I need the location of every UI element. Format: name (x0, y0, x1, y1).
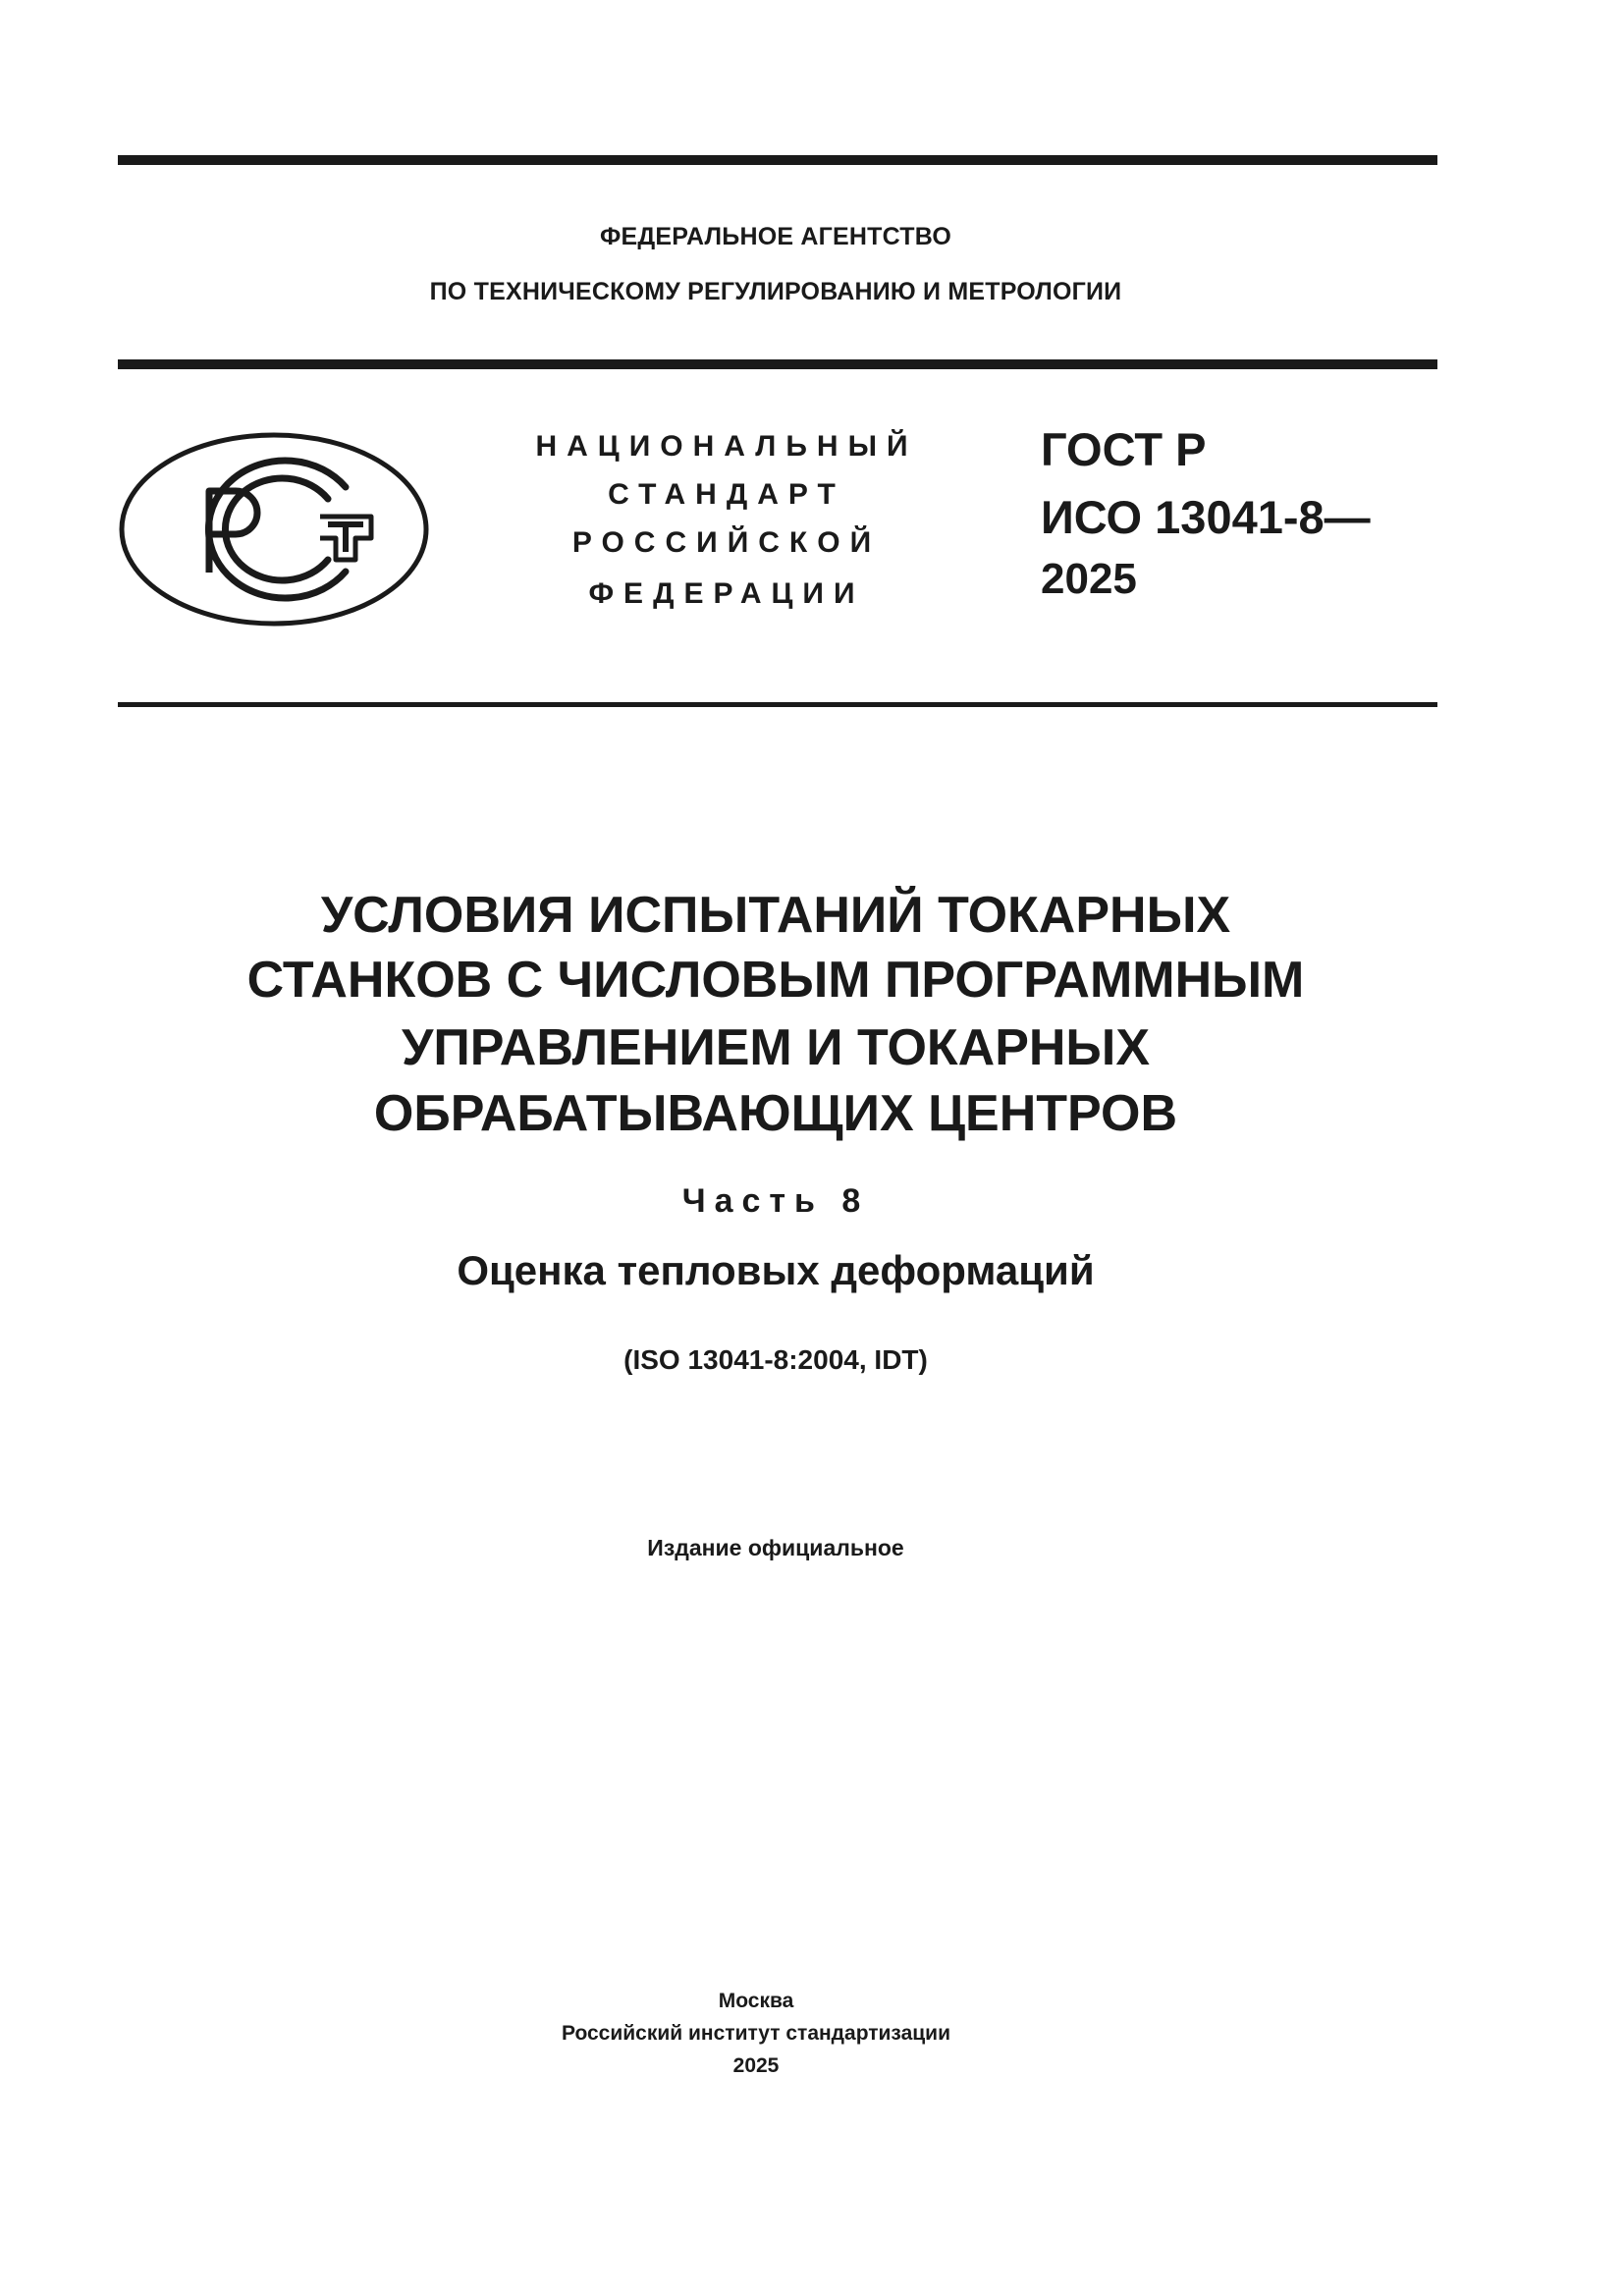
standard-type-line-3: РОССИЙСКОЙ (571, 526, 882, 559)
edition-label: Издание официальное (647, 1535, 904, 1560)
document-title-line-3: УПРАВЛЕНИЕМ И ТОКАРНЫХ (401, 1019, 1151, 1076)
standard-type-line-4: ФЕДЕРАЦИИ (588, 577, 865, 610)
publisher-name: Российский институт стандартизации (561, 2022, 951, 2045)
document-title-line-1: УСЛОВИЯ ИСПЫТАНИЙ ТОКАРНЫХ (320, 887, 1231, 944)
standard-type-line-1: НАЦИОНАЛЬНЫЙ (535, 430, 918, 463)
agency-name-line-1: ФЕДЕРАЛЬНОЕ АГЕНТСТВО (600, 223, 951, 250)
standard-type-line-2: СТАНДАРТ (608, 478, 845, 511)
part-subtitle: Оценка тепловых деформаций (457, 1247, 1095, 1293)
document-title-line-4: ОБРАБАТЫВАЮЩИХ ЦЕНТРОВ (373, 1085, 1178, 1142)
designation-line-1: ГОСТ Р (1041, 423, 1207, 475)
publisher-year: 2025 (732, 2054, 780, 2077)
middle-rule (118, 359, 1437, 369)
designation-line-3: 2025 (1041, 555, 1137, 603)
bottom-rule (118, 702, 1437, 707)
designation-line-2: ИСО 13041-8— (1041, 491, 1371, 543)
top-rule (118, 155, 1437, 165)
rst-conformity-mark-icon (118, 430, 430, 629)
iso-reference: (ISO 13041-8:2004, IDT) (623, 1344, 928, 1375)
part-number: Часть 8 (681, 1182, 870, 1220)
document-title-line-2: СТАНКОВ С ЧИСЛОВЫМ ПРОГРАММНЫМ (246, 952, 1305, 1009)
publisher-city: Москва (718, 1990, 794, 2012)
agency-name-line-2: ПО ТЕХНИЧЕСКОМУ РЕГУЛИРОВАНИЮ И МЕТРОЛОГИИ (429, 278, 1122, 305)
